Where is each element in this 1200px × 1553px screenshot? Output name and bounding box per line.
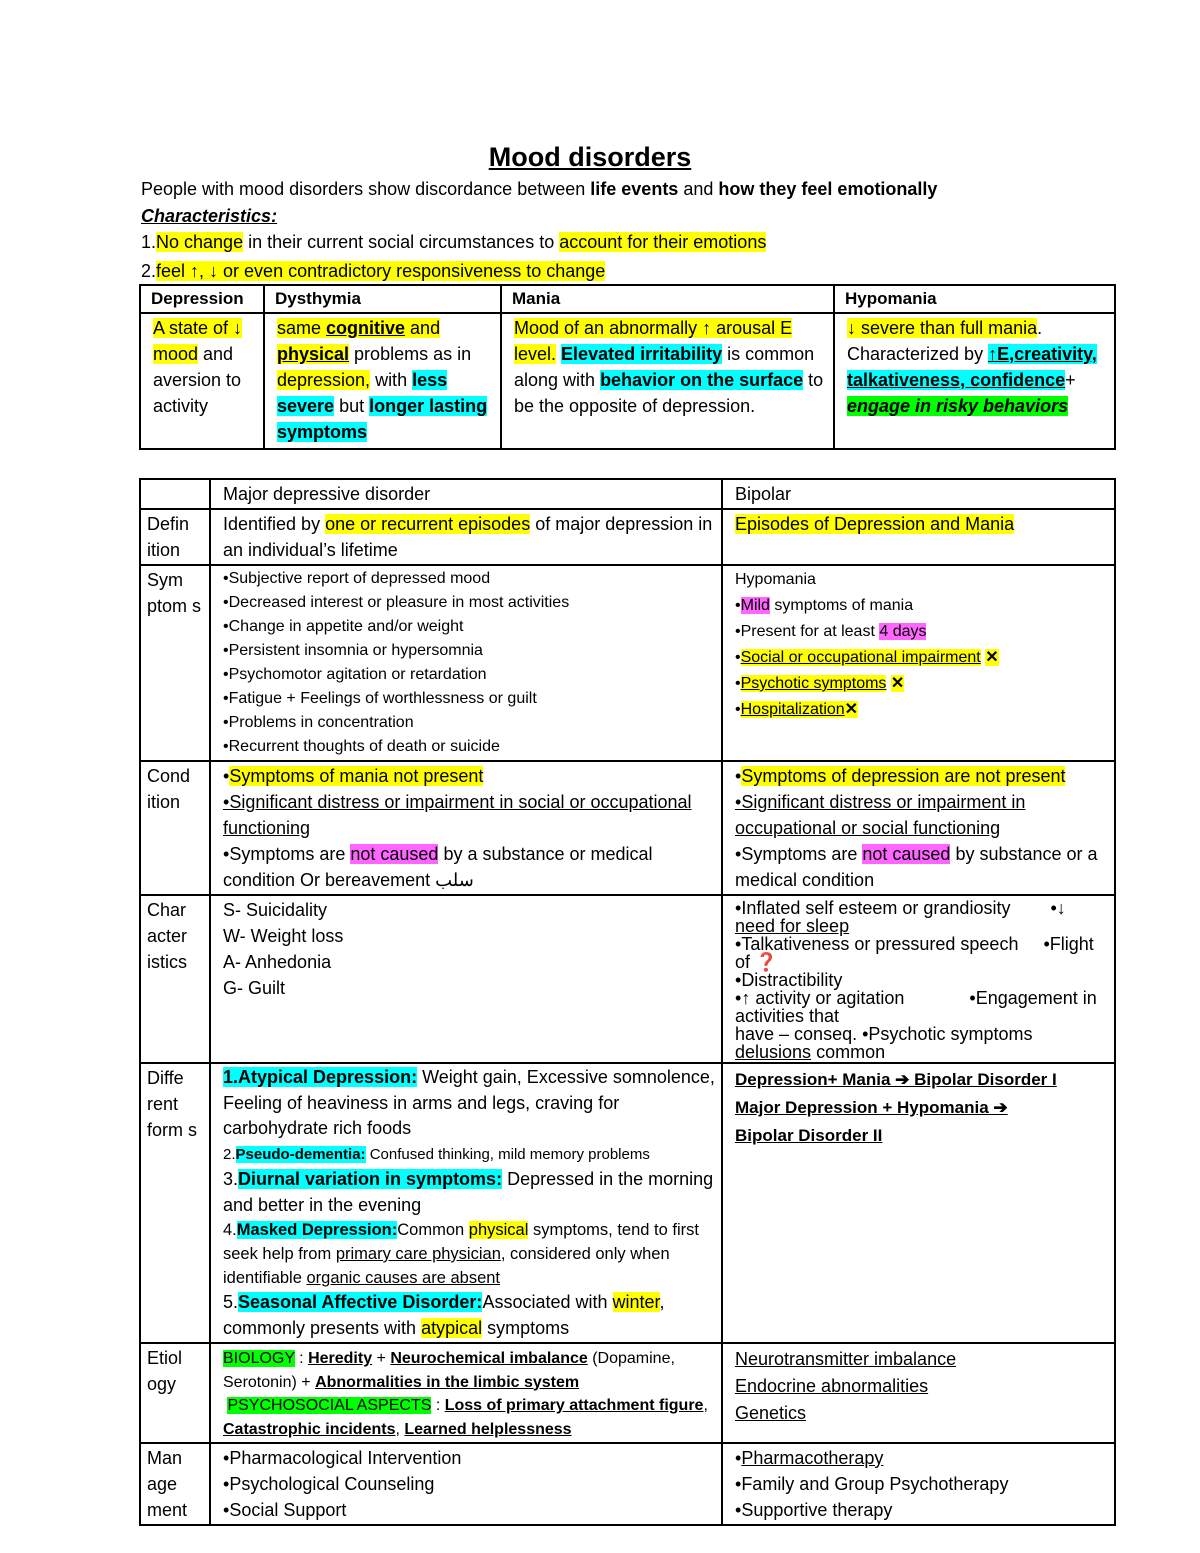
etio-her: Heredity (308, 1350, 373, 1367)
man-d: is common along with (514, 344, 815, 390)
f4b: Common (397, 1221, 469, 1239)
intro-and: and (683, 179, 714, 199)
sym-bip-item (735, 671, 1108, 697)
intro-text: People with mood disorders show discordance between (141, 179, 586, 199)
sym-bip-head: Hypomania (735, 571, 816, 588)
dys-c: and (405, 318, 441, 338)
char-bip-l3: • Distractibility (735, 970, 842, 990)
cond-mdd-item (223, 763, 715, 789)
dys-e: problems as in (349, 344, 472, 364)
forms-bip (722, 1063, 1115, 1343)
sym-bip-i5: Hospitalization (740, 701, 845, 718)
col-mdd-header: Major depressive disorder (210, 479, 722, 509)
f4a: Masked Depression: (236, 1221, 398, 1239)
row-management-label: Man age ment (140, 1443, 210, 1525)
dys-d: physical (277, 344, 350, 364)
cond-bip-i3a: Symptoms are (741, 844, 863, 864)
form-diurnal (223, 1167, 715, 1218)
c1-c: account for their emotions (559, 232, 767, 252)
etio-bio: BIOLOGY (223, 1350, 295, 1367)
sym-mdd-item: • Problems in concentration (223, 711, 715, 735)
dys-f: depression, (277, 370, 371, 390)
intro-how-they-feel: how they feel emotionally (718, 179, 938, 199)
cond-bip-item (735, 841, 1108, 893)
page-title: Mood disorders (488, 142, 692, 172)
mgmt-mdd-item: • Pharmacological Intervention (223, 1445, 715, 1471)
characteristic-2 (141, 261, 605, 282)
row-symptoms-label: Sym ptom s (140, 565, 210, 761)
cell-hypomania (834, 313, 1115, 449)
etio-neu: Neurochemical imbalance (390, 1350, 588, 1367)
char-bip-l1b: • ↓ (1050, 898, 1065, 918)
etio-mdd (210, 1343, 722, 1443)
sym-bip-i4: Psychotic symptoms (740, 675, 887, 692)
man-e: behavior on the surface (600, 370, 804, 390)
cond-bip-i3c: by substance or a medical condition (735, 844, 1098, 890)
sym-bip-item (735, 697, 1108, 723)
f5f: symptoms (482, 1317, 570, 1338)
sym-mdd (210, 565, 722, 761)
sym-bip-item (735, 593, 1108, 619)
char-mdd (210, 895, 722, 1063)
etio-bip-item: Neurotransmitter imbalance (735, 1349, 957, 1369)
f4e: primary care physician (335, 1245, 501, 1263)
header-depression: Depression (140, 285, 264, 313)
char-mdd-item: A- Anhedonia (223, 952, 332, 972)
c1-b: in their current social circumstances to (243, 232, 560, 252)
f1n: 1. (223, 1067, 239, 1087)
etio-loss: Loss of primary attachment figure (444, 1397, 704, 1414)
char-bip-l2b: • Flight of ❓ (735, 934, 1094, 972)
cross-icon: ✕ (844, 701, 859, 718)
etio-plus: + (372, 1350, 391, 1367)
sym-bip (722, 565, 1115, 761)
etio-cat: Catastrophic incidents (223, 1420, 396, 1438)
dys-h: less severe (277, 370, 448, 416)
c2-num: 2. (141, 261, 157, 281)
c1-a: No change (156, 232, 244, 252)
c2-a: feel ↑, ↓ or even contradictory responsiveness to change (156, 261, 606, 281)
char-bip-l2a: • Talkativeness or pressured speech (735, 934, 1018, 954)
sym-bip-i2a: Present for at least (740, 623, 880, 640)
cross-icon: ✕ (985, 649, 999, 666)
mgmt-bip-2: Supportive therapy (741, 1500, 893, 1520)
char-bip-line (735, 1025, 1108, 1061)
char-mdd-item: S- Suicidality (223, 900, 328, 920)
cond-mdd-i3c: by a substance or medical condition Or bereavement سلب (223, 844, 653, 890)
hyp-a: ↓ severe than full mania (847, 318, 1038, 338)
characteristics-heading: Characteristics: (141, 206, 278, 226)
def-bip (722, 509, 1115, 565)
row-forms-label: Diffe rent form s (140, 1063, 210, 1343)
char-mdd-item: G- Guilt (223, 978, 286, 998)
intro-line (141, 179, 937, 200)
mood-types-table (139, 284, 1116, 450)
man-a: Mood of an abnormally ↑ arousal E level. (514, 318, 793, 364)
forms-mdd (210, 1063, 722, 1343)
etio-dop: (Dopamine, Serotonin) + (223, 1350, 675, 1391)
def-mdd-c: of major depression in an individual’s lifetime (223, 514, 713, 560)
f4c: physical (468, 1221, 529, 1239)
char-bip-l5c: delusions (735, 1042, 812, 1062)
col-bipolar-header: Bipolar (722, 479, 1115, 509)
etio-c2: , (395, 1420, 405, 1438)
char-bip-l1a: • Inflated self esteem or grandiosity (735, 898, 1010, 918)
dys-j: longer lasting symptoms (277, 396, 488, 442)
f4f: , considered only when identifiable (223, 1245, 670, 1287)
etio-bip-item: Endocrine abnormalities (735, 1376, 929, 1396)
sym-mdd-item: • Change in appetite and/or weight (223, 615, 715, 639)
f1a: Atypical Depression: (238, 1067, 418, 1087)
cond-mdd-i1: Symptoms of mania not present (229, 766, 484, 786)
def-mdd (210, 509, 722, 565)
man-f: to be the opposite of depression. (514, 370, 824, 416)
f2n: 2. (223, 1145, 236, 1163)
etio-bip (722, 1343, 1115, 1443)
row-characteristics-label: Char acter istics (140, 895, 210, 1063)
dys-b: cognitive (326, 318, 406, 338)
mgmt-bip-1: Family and Group Psychotherapy (741, 1474, 1009, 1494)
cond-mdd-i3a: Symptoms are (229, 844, 351, 864)
cell-depression (140, 313, 264, 449)
row-etiology-label: Etiol ogy (140, 1343, 210, 1443)
f4d: symptoms, tend to first seek help from (223, 1221, 699, 1263)
dep-b: mood (153, 344, 199, 364)
sym-bip-mild: Mild (740, 597, 770, 614)
header-hypomania: Hypomania (834, 285, 1115, 313)
dys-i: but (334, 396, 370, 416)
form-seasonal (223, 1290, 715, 1341)
f3a: Diurnal variation in symptoms: (238, 1169, 503, 1189)
c1-num: 1. (141, 232, 157, 252)
dys-g: with (370, 370, 413, 390)
cond-bip-i1: Symptoms of depression are not present (741, 766, 1066, 786)
f1b: Weight gain, Excessive somnolence, Feeling of heaviness in arms and legs, craving for carbohydrate rich foods (223, 1067, 715, 1138)
mgmt-mdd (210, 1443, 722, 1525)
cond-mdd-item: • Significant distress or impairment in social or occupational functioning (223, 789, 715, 841)
sym-mdd-item: • Fatigue + Feelings of worthlessness or guilt (223, 687, 715, 711)
mgmt-mdd-item: • Psychological Counseling (223, 1471, 715, 1497)
etio-sep2: : (431, 1397, 445, 1414)
char-bip-line (735, 899, 1108, 935)
dys-a: same (277, 318, 327, 338)
mgmt-mdd-item: • Social Support (223, 1497, 715, 1523)
forms-bip-line: Depression+ Mania ➔ Bipolar Disorder I (735, 1070, 1057, 1089)
char-mdd-item: W- Weight loss (223, 926, 344, 946)
etio-abn: Abnormalities in the limbic system (315, 1373, 580, 1391)
etio-c1: , (703, 1397, 708, 1414)
f2a: Pseudo-dementia: (235, 1145, 366, 1163)
f5e: atypical (421, 1317, 483, 1338)
char-bip-l1c: need for sleep (735, 916, 850, 936)
cond-mdd (210, 761, 722, 895)
cross-icon: ✕ (890, 675, 905, 692)
sym-mdd-item: • Psychomotor agitation or retardation (223, 663, 715, 687)
mgmt-bip (722, 1443, 1115, 1525)
corner-cell (140, 479, 210, 509)
cell-mania (501, 313, 834, 449)
def-bip-text: Episodes of Depression and Mania (735, 514, 1015, 534)
characteristic-1 (141, 232, 766, 253)
forms-bip-line: Major Depression + Hypomania ➔ (735, 1098, 1008, 1117)
f2b: Confused thinking, mild memory problems (365, 1145, 650, 1163)
char-bip-l5a: have – conseq. (735, 1024, 858, 1044)
mdd-bipolar-table (139, 478, 1116, 1526)
row-definition-label: Defin ition (140, 509, 210, 565)
header-mania: Mania (501, 285, 834, 313)
etio-learn: Learned helplessness (404, 1420, 572, 1438)
f5n: 5. (223, 1292, 239, 1312)
etio-sep1: : (294, 1350, 309, 1367)
sym-mdd-item: • Subjective report of depressed mood (223, 567, 715, 591)
header-dysthymia: Dysthymia (264, 285, 501, 313)
cell-dysthymia (264, 313, 501, 449)
sym-mdd-item: • Decreased interest or pleasure in most activities (223, 591, 715, 615)
mgmt-bip-item: •Family and Group Psychotherapy (735, 1474, 1009, 1494)
cond-mdd-i3b: not caused (350, 844, 439, 864)
form-masked (223, 1218, 715, 1290)
f4n: 4. (223, 1221, 237, 1239)
dep-a: A state of ↓ (153, 318, 243, 338)
char-bip-line (735, 935, 1108, 971)
cond-bip-item: • Significant distress or impairment in occupational or social functioning (735, 789, 1108, 841)
cond-bip (722, 761, 1115, 895)
dep-c: and aversion to activity (153, 344, 242, 416)
forms-bip-line: Bipolar Disorder II (735, 1126, 883, 1145)
row-condition-label: Cond ition (140, 761, 210, 895)
f5b: Associated with (482, 1292, 613, 1312)
etio-bip-item: Genetics (735, 1403, 807, 1423)
cond-bip-item (735, 763, 1108, 789)
def-mdd-a: Identified by (223, 514, 326, 534)
cond-mdd-item (223, 841, 715, 893)
sym-bip-i3: Social or occupational impairment (740, 649, 981, 666)
char-bip-l4b: • Engagement in activities that (735, 988, 1097, 1026)
hyp-e: engage in risky behaviors (847, 396, 1069, 416)
def-mdd-b: one or recurrent episodes (325, 514, 531, 534)
sym-mdd-item: • Recurrent thoughts of death or suicide (223, 735, 715, 759)
mgmt-bip-item: •Pharmacotherapy (735, 1448, 884, 1468)
intro-life-events: life events (590, 179, 679, 199)
f5a: Seasonal Affective Disorder: (238, 1292, 483, 1312)
etio-psy: PSYCHOSOCIAL ASPECTS (227, 1397, 432, 1414)
char-bip (722, 895, 1115, 1063)
mgmt-bip-item: •Supportive therapy (735, 1500, 893, 1520)
char-bip-l4a: • ↑ activity or agitation (735, 988, 904, 1008)
cond-bip-i3b: not caused (862, 844, 951, 864)
form-atypical (223, 1065, 715, 1142)
hyp-c: ↑E,creativity, talkativeness, confidence (847, 344, 1097, 390)
sym-bip-i2b: 4 days (879, 623, 927, 640)
sym-bip-i1b: symptoms of mania (769, 597, 914, 614)
f4g: organic causes are absent (306, 1269, 501, 1287)
f5d: , commonly presents with (223, 1292, 665, 1338)
f5c: winter (612, 1292, 660, 1312)
man-c: Elevated irritability (561, 344, 723, 364)
f3n: 3. (223, 1169, 239, 1189)
hyp-b: . Characterized by (847, 318, 1043, 364)
char-bip-line (735, 971, 1108, 989)
sym-bip-item (735, 645, 1108, 671)
hyp-d: + (1065, 370, 1076, 390)
mgmt-bip-0: Pharmacotherapy (741, 1448, 884, 1468)
sym-bip-item (735, 619, 1108, 645)
f3b: Depressed in the morning and better in the evening (223, 1169, 714, 1215)
char-bip-l5d: common (811, 1042, 886, 1062)
sym-mdd-item: • Persistent insomnia or hypersomnia (223, 639, 715, 663)
char-bip-l5b: • Psychotic symptoms (862, 1024, 1032, 1044)
char-bip-line (735, 989, 1108, 1025)
form-pseudo-dementia (223, 1142, 715, 1168)
